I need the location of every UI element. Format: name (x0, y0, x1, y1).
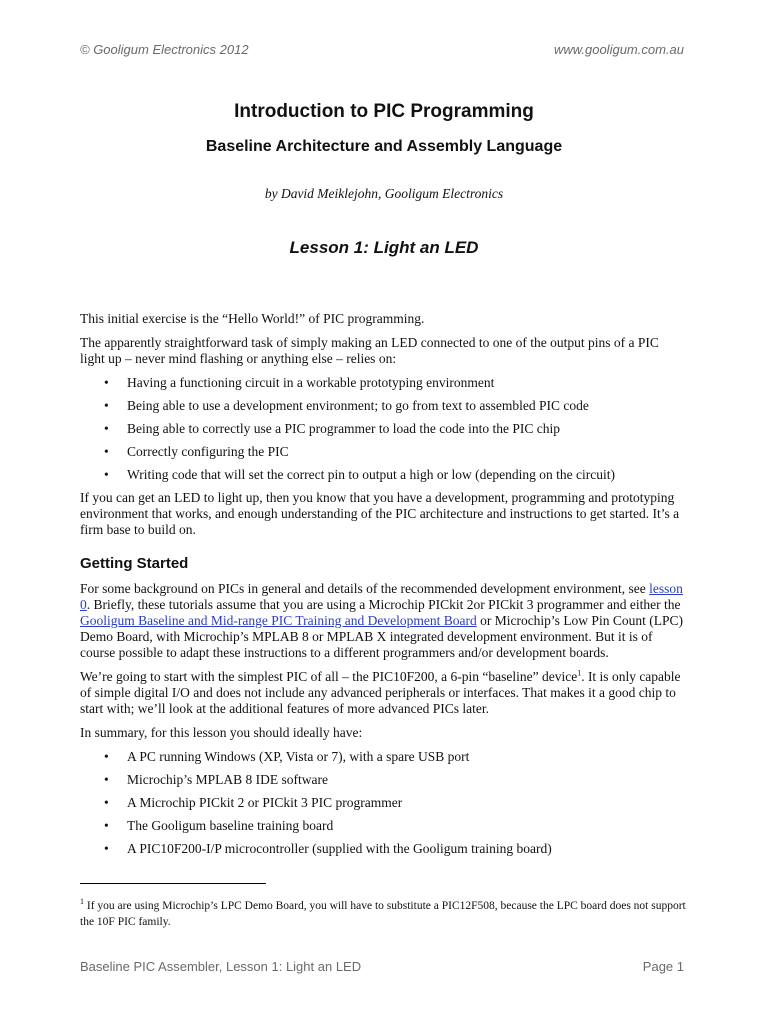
bullet-icon: • (104, 795, 109, 810)
list-item: • Correctly configuring the PIC (104, 444, 289, 459)
intro-paragraph-1: This initial exercise is the “Hello World!” of PIC programming. (80, 311, 425, 326)
bullet-icon: • (104, 444, 109, 459)
requirements-list (80, 375, 686, 483)
section-heading-getting-started: Getting Started (80, 555, 189, 572)
document-subtitle: Baseline Architecture and Assembly Language (205, 138, 563, 155)
bullet-icon: • (104, 375, 109, 390)
footnote-divider (80, 883, 266, 884)
list-item: • Writing code that will set the correct pin to output a high or low (depending on the circuit) (104, 467, 615, 482)
bullet-icon: • (104, 421, 109, 436)
header-website: www.gooligum.com.au (553, 42, 684, 57)
list-item: • The Gooligum baseline training board (104, 818, 334, 833)
header-copyright: © Gooligum Electronics 2012 (80, 42, 249, 57)
page-number: Page 1 (642, 959, 684, 974)
list-item: • A PC running Windows (XP, Vista or 7), with a spare USB port (104, 749, 470, 764)
intro-paragraph-2: The apparently straightforward task of simply making an LED connected to one of the output pins of a PIC light up – never mind flashing or anything else – relies on: (80, 335, 659, 366)
bullet-icon: • (104, 818, 109, 833)
list-item: • Being able to use a development environment; to go from text to assembled PIC code (104, 398, 589, 413)
bullet-icon: • (104, 398, 109, 413)
getting-started-paragraph-2: We’re going to start with the simplest PIC of all – the PIC10F200, a 6-pin “baseline” device$^1$. It is only capable of simple digital I/O and does not include any advanced peripherals or interfaces. That makes it a good chip to start with; we’ll look at the additional features of more advanced PICs later. (80, 668, 681, 716)
bullet-icon: • (104, 841, 109, 856)
list-item: • Having a functioning circuit in a workable prototyping environment (104, 375, 495, 390)
bullet-icon: • (104, 749, 109, 764)
intro-paragraph-3: If you can get an LED to light up, then you know that you have a development, programming and prototyping environment that works, and enough understanding of the PIC architecture and instructions to get started. It’s a firm base to build on. (80, 490, 680, 537)
list-item: • Microchip’s MPLAB 8 IDE software (104, 772, 328, 787)
training-board-link[interactable]: Gooligum Baseline and Mid-range PIC Training and Development Board (80, 613, 477, 628)
bullet-icon: • (104, 772, 109, 787)
byline: by David Meiklejohn, Gooligum Electronics (264, 186, 504, 201)
footnote-number: 1 (80, 897, 84, 907)
equipment-list (80, 749, 686, 857)
lesson-0-link[interactable]: lesson 0 (80, 581, 683, 612)
bullet-icon: • (104, 467, 109, 482)
getting-started-paragraph-3: In summary, for this lesson you should ideally have: (80, 725, 363, 740)
getting-started-paragraph-1: For some background on PICs in general and details of the recommended development environment, see lesson 0. Briefly, these tutorials assume that you are using a Microchip PICkit 2or PICkit 3 programmer and either the Gooligum Baseline and Mid-range PIC Training and Development Board or Microchip’s Low Pin Count (LPC) Demo Board, with Microchip’s MPLAB 8 or MPLAB X integrated development environment. But it is of course possible to adapt these instructions to a different programmers and/or development boards. (80, 581, 683, 660)
document-body (80, 311, 686, 864)
list-item: • A Microchip PICkit 2 or PICkit 3 PIC programmer (104, 795, 403, 810)
list-item: • Being able to correctly use a PIC programmer to load the code into the PIC chip (104, 421, 561, 436)
footnote-ref: 1 (577, 668, 582, 678)
footnote: $^1$ If you are using Microchip’s LPC Demo Board, you will have to substitute a PIC12F508, because the LPC board does not support the 10F PIC family. (80, 897, 686, 928)
document-title: Introduction to PIC Programming (234, 101, 534, 122)
footer-title: Baseline PIC Assembler, Lesson 1: Light an LED (80, 959, 362, 974)
list-item: • A PIC10F200-I/P microcontroller (supplied with the Gooligum training board) (104, 841, 552, 856)
lesson-title: Lesson 1: Light an LED (289, 238, 479, 257)
